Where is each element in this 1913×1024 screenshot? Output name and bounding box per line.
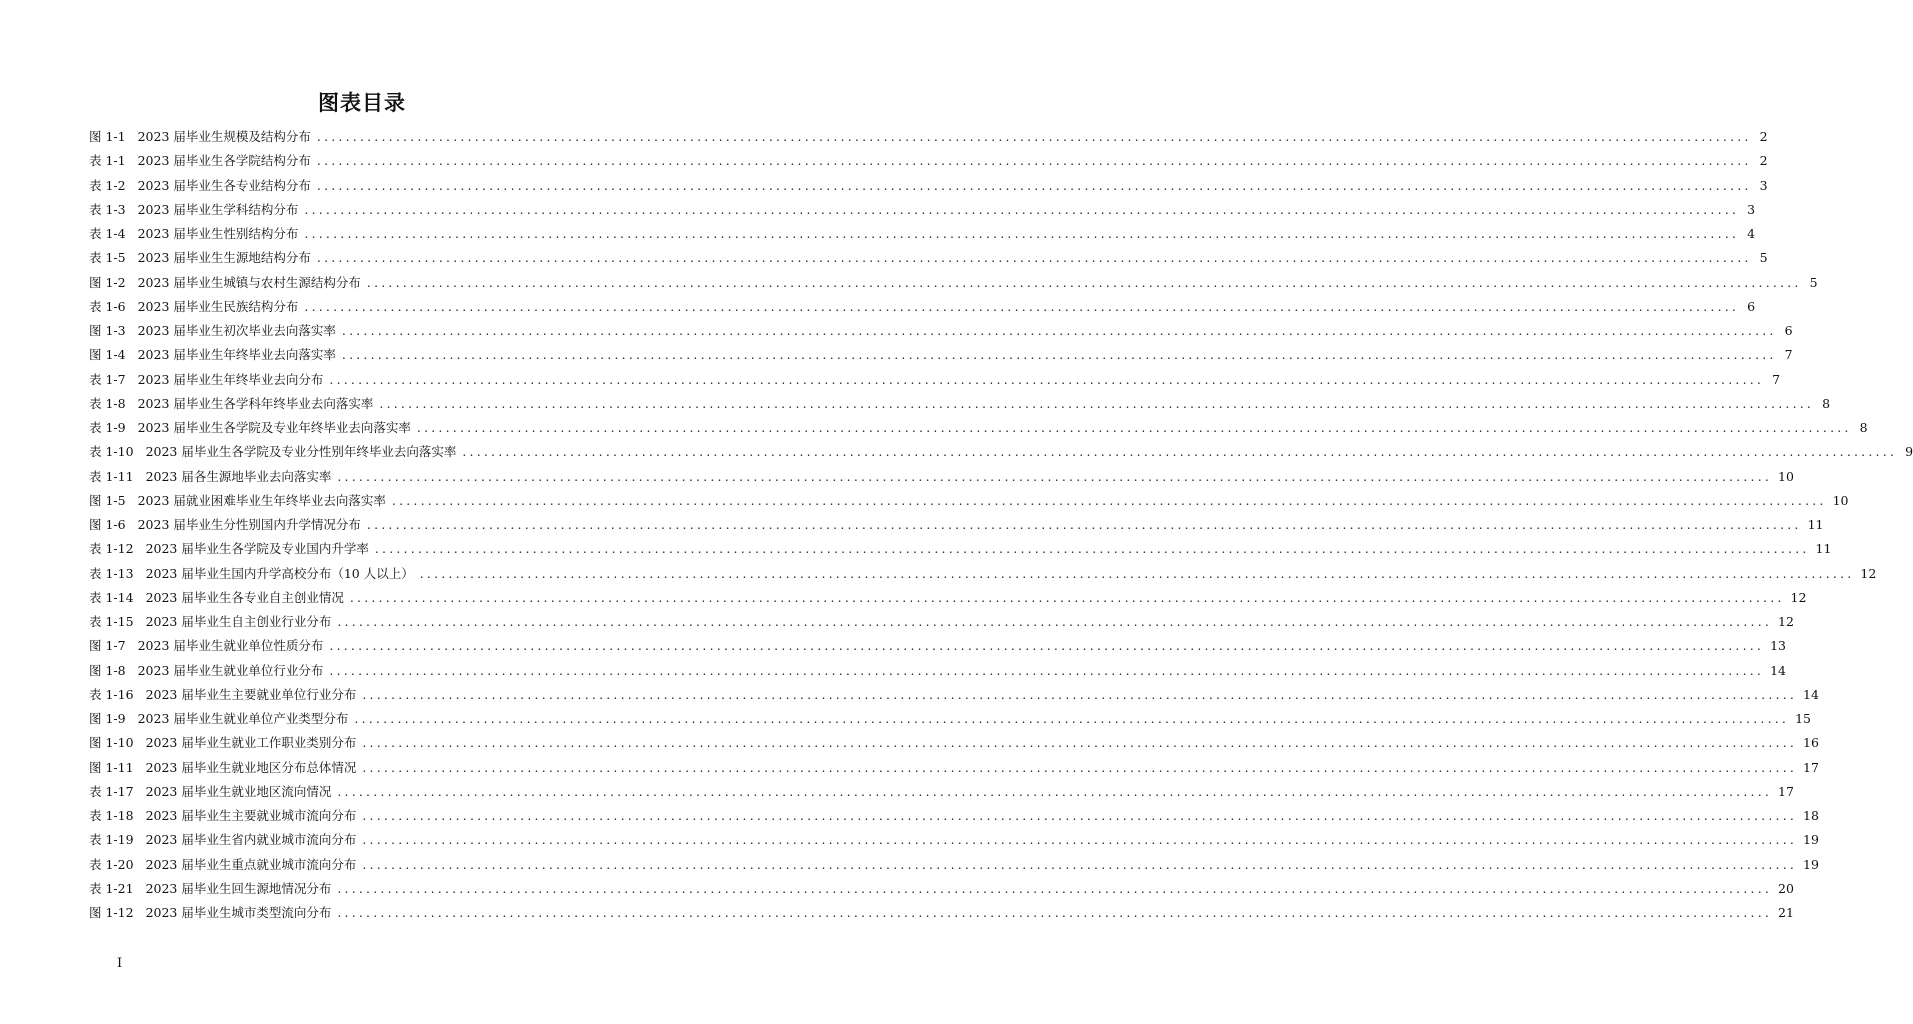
toc-entry-label: 表 1-8 bbox=[89, 395, 126, 411]
toc-entry-title: 2023 届就业困难毕业生年终毕业去向落实率 bbox=[137, 492, 386, 508]
toc-entry-title: 2023 届毕业生年终毕业去向分布 bbox=[137, 371, 324, 387]
toc-dot-leader: ........................................................................................................................................................................................................ bbox=[329, 371, 1765, 387]
toc-entry-title: 2023 届毕业生各学院结构分布 bbox=[137, 153, 311, 169]
toc-entry-page: 19 bbox=[1803, 856, 1819, 872]
toc-entry-label: 表 1-16 bbox=[89, 686, 134, 702]
toc-dot-leader: ........................................................................................................................................................................................................ bbox=[379, 395, 1815, 411]
toc-entry-title: 2023 届毕业生国内升学高校分布（10 人以上） bbox=[145, 565, 414, 581]
toc-entry[interactable] bbox=[89, 246, 1768, 270]
toc-dot-leader: ........................................................................................................................................................................................................ bbox=[304, 201, 1740, 217]
toc-entry-page: 10 bbox=[1778, 468, 1794, 484]
toc-entry[interactable] bbox=[89, 804, 1819, 828]
toc-entry-page: 12 bbox=[1778, 614, 1794, 629]
toc-entry[interactable] bbox=[89, 683, 1819, 707]
toc-entry-page: 4 bbox=[1747, 226, 1756, 241]
toc-entry-title: 2023 届毕业生年终毕业去向落实率 bbox=[137, 347, 336, 363]
toc-dot-leader: ........................................................................................................................................................................................................ bbox=[362, 832, 1798, 848]
toc-entry-label: 表 1-20 bbox=[89, 856, 134, 872]
toc-entry-title: 2023 届毕业生规模及结构分布 bbox=[137, 129, 311, 144]
toc-entry-title: 2023 届毕业生回生源地情况分布 bbox=[145, 880, 332, 896]
toc-entry[interactable] bbox=[89, 392, 1831, 416]
toc-entry-page: 14 bbox=[1770, 662, 1786, 678]
toc-entry-label: 图 1-6 bbox=[89, 517, 126, 532]
toc-dot-leader: ........................................................................................................................................................................................................ bbox=[366, 274, 1802, 290]
toc-entry-label: 图 1-3 bbox=[89, 323, 126, 338]
toc-dot-leader: ........................................................................................................................................................................................................ bbox=[419, 565, 1855, 581]
toc-dot-leader: ........................................................................................................................................................................................................ bbox=[316, 153, 1752, 169]
table-of-figures bbox=[89, 125, 1913, 925]
toc-entry-title: 2023 届毕业生自主创业行业分布 bbox=[145, 614, 332, 629]
toc-entry[interactable] bbox=[89, 440, 1913, 464]
toc-entry-title: 2023 届毕业生民族结构分布 bbox=[137, 298, 299, 314]
toc-entry-title: 2023 届毕业生就业单位行业分布 bbox=[137, 662, 324, 678]
toc-entry[interactable] bbox=[89, 125, 1768, 149]
toc-entry[interactable] bbox=[89, 853, 1819, 877]
toc-entry-label: 表 1-21 bbox=[89, 880, 134, 896]
toc-entry-label: 表 1-12 bbox=[89, 541, 134, 557]
toc-entry-title: 2023 届毕业生分性别国内升学情况分布 bbox=[137, 517, 361, 532]
toc-entry-label: 表 1-6 bbox=[89, 298, 126, 314]
toc-entry-label: 表 1-4 bbox=[89, 226, 126, 241]
toc-dot-leader: ........................................................................................................................................................................................................ bbox=[366, 517, 1802, 532]
toc-entry-page: 7 bbox=[1784, 347, 1793, 363]
toc-dot-leader: ........................................................................................................................................................................................................ bbox=[374, 541, 1810, 557]
toc-dot-leader: ........................................................................................................................................................................................................ bbox=[462, 444, 1898, 460]
toc-entry[interactable] bbox=[89, 198, 1756, 222]
toc-entry-page: 3 bbox=[1759, 177, 1768, 193]
toc-entry-page: 13 bbox=[1770, 638, 1786, 654]
toc-entry-page: 2 bbox=[1759, 153, 1768, 169]
toc-entry-title: 2023 届毕业生各学院及专业年终毕业去向落实率 bbox=[137, 420, 411, 435]
toc-entry-page: 5 bbox=[1759, 250, 1768, 266]
toc-entry-title: 2023 届毕业生各学院及专业分性别年终毕业去向落实率 bbox=[145, 444, 457, 460]
toc-entry-label: 表 1-3 bbox=[89, 201, 126, 217]
toc-entry[interactable] bbox=[89, 828, 1819, 852]
toc-entry[interactable] bbox=[89, 343, 1793, 367]
toc-entry[interactable] bbox=[89, 222, 1756, 246]
toc-entry-title: 2023 届毕业生生源地结构分布 bbox=[137, 250, 311, 266]
toc-entry-title: 2023 届毕业生各学院及专业国内升学率 bbox=[145, 541, 369, 557]
toc-dot-leader: ........................................................................................................................................................................................................ bbox=[362, 759, 1798, 775]
toc-entry-title: 2023 届毕业生主要就业单位行业分布 bbox=[145, 686, 357, 702]
toc-dot-leader: ........................................................................................................................................................................................................ bbox=[354, 711, 1790, 726]
toc-entry-page: 17 bbox=[1778, 783, 1794, 799]
toc-dot-leader: ........................................................................................................................................................................................................ bbox=[362, 808, 1798, 823]
toc-entry-title: 2023 届毕业生就业单位性质分布 bbox=[137, 638, 324, 654]
toc-dot-leader: ........................................................................................................................................................................................................ bbox=[316, 177, 1752, 193]
toc-entry-page: 19 bbox=[1803, 832, 1819, 848]
toc-entry-title: 2023 届毕业生重点就业城市流向分布 bbox=[145, 856, 357, 872]
toc-dot-leader: ........................................................................................................................................................................................................ bbox=[337, 468, 1773, 484]
toc-entry-label: 图 1-8 bbox=[89, 662, 126, 678]
toc-entry-label: 表 1-2 bbox=[89, 177, 126, 193]
toc-entry[interactable] bbox=[89, 368, 1781, 392]
toc-entry-label: 图 1-10 bbox=[89, 735, 134, 751]
toc-entry-label: 表 1-7 bbox=[89, 371, 126, 387]
toc-entry-page: 20 bbox=[1778, 880, 1794, 896]
toc-dot-leader: ........................................................................................................................................................................................................ bbox=[316, 129, 1752, 144]
toc-entry[interactable] bbox=[89, 731, 1819, 755]
toc-entry-page: 10 bbox=[1832, 492, 1849, 508]
toc-dot-leader: ........................................................................................................................................................................................................ bbox=[316, 250, 1752, 266]
toc-entry[interactable] bbox=[89, 562, 1877, 586]
toc-entry[interactable] bbox=[89, 149, 1768, 173]
toc-entry-label: 表 1-13 bbox=[89, 565, 134, 581]
toc-dot-leader: ........................................................................................................................................................................................................ bbox=[349, 589, 1785, 605]
toc-entry-label: 图 1-5 bbox=[89, 492, 126, 508]
toc-entry-page: 8 bbox=[1822, 395, 1831, 411]
toc-entry[interactable] bbox=[89, 707, 1811, 731]
toc-entry-label: 图 1-4 bbox=[89, 347, 126, 363]
toc-entry-page: 6 bbox=[1784, 323, 1793, 338]
toc-entry-title: 2023 届毕业生城镇与农村生源结构分布 bbox=[137, 274, 361, 290]
toc-entry-page: 18 bbox=[1803, 808, 1819, 823]
toc-entry[interactable] bbox=[89, 756, 1819, 780]
toc-entry[interactable] bbox=[89, 634, 1786, 658]
toc-entry[interactable] bbox=[89, 780, 1794, 804]
toc-dot-leader: ........................................................................................................................................................................................................ bbox=[304, 298, 1740, 314]
toc-entry-label: 表 1-15 bbox=[89, 614, 134, 629]
toc-entry-page: 17 bbox=[1803, 759, 1819, 775]
toc-entry-page: 14 bbox=[1803, 686, 1819, 702]
toc-dot-leader: ........................................................................................................................................................................................................ bbox=[362, 856, 1798, 872]
toc-entry-label: 表 1-17 bbox=[89, 783, 134, 799]
toc-entry[interactable] bbox=[89, 537, 1832, 561]
toc-entry[interactable] bbox=[89, 174, 1768, 198]
toc-entry[interactable] bbox=[89, 465, 1794, 489]
toc-entry-title: 2023 届毕业生初次毕业去向落实率 bbox=[137, 323, 336, 338]
toc-dot-leader: ........................................................................................................................................................................................................ bbox=[337, 880, 1773, 896]
toc-entry-label: 表 1-14 bbox=[89, 589, 134, 605]
toc-entry-label: 图 1-9 bbox=[89, 711, 126, 726]
toc-entry-page: 11 bbox=[1807, 517, 1824, 532]
toc-entry-page: 6 bbox=[1747, 298, 1756, 314]
toc-entry-title: 2023 届毕业生性别结构分布 bbox=[137, 226, 299, 241]
page-number: I bbox=[117, 956, 123, 971]
toc-entry-page: 9 bbox=[1905, 444, 1913, 460]
toc-entry-page: 12 bbox=[1790, 589, 1807, 605]
toc-dot-leader: ........................................................................................................................................................................................................ bbox=[362, 735, 1798, 751]
toc-entry-title: 2023 届毕业生就业地区分布总体情况 bbox=[145, 759, 357, 775]
toc-dot-leader: ........................................................................................................................................................................................................ bbox=[329, 662, 1765, 678]
toc-entry-label: 表 1-19 bbox=[89, 832, 134, 848]
toc-entry[interactable] bbox=[89, 416, 1868, 440]
toc-dot-leader: ........................................................................................................................................................................................................ bbox=[416, 420, 1852, 435]
toc-dot-leader: ........................................................................................................................................................................................................ bbox=[337, 905, 1773, 920]
toc-entry[interactable] bbox=[89, 901, 1794, 925]
toc-entry-label: 图 1-11 bbox=[89, 759, 134, 775]
toc-entry[interactable] bbox=[89, 586, 1807, 610]
toc-entry-title: 2023 届毕业生就业单位产业类型分布 bbox=[137, 711, 349, 726]
toc-entry-page: 3 bbox=[1747, 201, 1756, 217]
toc-entry-label: 表 1-5 bbox=[89, 250, 126, 266]
toc-entry-label: 表 1-18 bbox=[89, 808, 134, 823]
toc-entry-label: 表 1-1 bbox=[89, 153, 126, 169]
toc-entry[interactable] bbox=[89, 877, 1794, 901]
toc-entry-title: 2023 届毕业生主要就业城市流向分布 bbox=[145, 808, 357, 823]
toc-entry-label: 表 1-9 bbox=[89, 420, 126, 435]
toc-entry-title: 2023 届毕业生各专业结构分布 bbox=[137, 177, 311, 193]
toc-entry[interactable] bbox=[89, 319, 1793, 343]
toc-entry-title: 2023 届各生源地毕业去向落实率 bbox=[145, 468, 332, 484]
toc-entry[interactable] bbox=[89, 489, 1849, 513]
toc-entry[interactable] bbox=[89, 271, 1818, 295]
toc-entry-page: 5 bbox=[1809, 274, 1818, 290]
toc-entry-title: 2023 届毕业生各学科年终毕业去向落实率 bbox=[137, 395, 374, 411]
toc-entry-title: 2023 届毕业生学科结构分布 bbox=[137, 201, 299, 217]
toc-entry[interactable] bbox=[89, 295, 1756, 319]
toc-entry-page: 11 bbox=[1815, 541, 1832, 557]
toc-entry-label: 表 1-11 bbox=[89, 468, 134, 484]
toc-entry[interactable] bbox=[89, 513, 1824, 537]
toc-entry-title: 2023 届毕业生各专业自主创业情况 bbox=[145, 589, 344, 605]
toc-entry-title: 2023 届毕业生就业地区流向情况 bbox=[145, 783, 332, 799]
page-title: 图表目录 bbox=[318, 91, 406, 115]
toc-entry-page: 21 bbox=[1778, 905, 1794, 920]
toc-entry-page: 2 bbox=[1759, 129, 1768, 144]
toc-dot-leader: ........................................................................................................................................................................................................ bbox=[362, 686, 1798, 702]
toc-dot-leader: ........................................................................................................................................................................................................ bbox=[341, 323, 1777, 338]
toc-entry-page: 8 bbox=[1859, 420, 1868, 435]
toc-dot-leader: ........................................................................................................................................................................................................ bbox=[329, 638, 1765, 654]
toc-entry[interactable] bbox=[89, 659, 1786, 683]
toc-entry-page: 16 bbox=[1803, 735, 1819, 751]
toc-entry-label: 图 1-7 bbox=[89, 638, 126, 654]
toc-dot-leader: ........................................................................................................................................................................................................ bbox=[391, 492, 1827, 508]
toc-dot-leader: ........................................................................................................................................................................................................ bbox=[341, 347, 1777, 363]
toc-entry-label: 图 1-2 bbox=[89, 274, 126, 290]
toc-entry[interactable] bbox=[89, 610, 1794, 634]
toc-entry-title: 2023 届毕业生城市类型流向分布 bbox=[145, 905, 332, 920]
toc-entry-page: 12 bbox=[1860, 565, 1877, 581]
toc-entry-page: 7 bbox=[1772, 371, 1781, 387]
toc-entry-label: 图 1-1 bbox=[89, 129, 126, 144]
toc-dot-leader: ........................................................................................................................................................................................................ bbox=[304, 226, 1740, 241]
toc-dot-leader: ........................................................................................................................................................................................................ bbox=[337, 783, 1773, 799]
toc-entry-title: 2023 届毕业生省内就业城市流向分布 bbox=[145, 832, 357, 848]
toc-entry-title: 2023 届毕业生就业工作职业类别分布 bbox=[145, 735, 357, 751]
toc-dot-leader: ........................................................................................................................................................................................................ bbox=[337, 614, 1773, 629]
toc-entry-page: 15 bbox=[1795, 711, 1811, 726]
toc-entry-label: 图 1-12 bbox=[89, 905, 134, 920]
toc-entry-label: 表 1-10 bbox=[89, 444, 134, 460]
